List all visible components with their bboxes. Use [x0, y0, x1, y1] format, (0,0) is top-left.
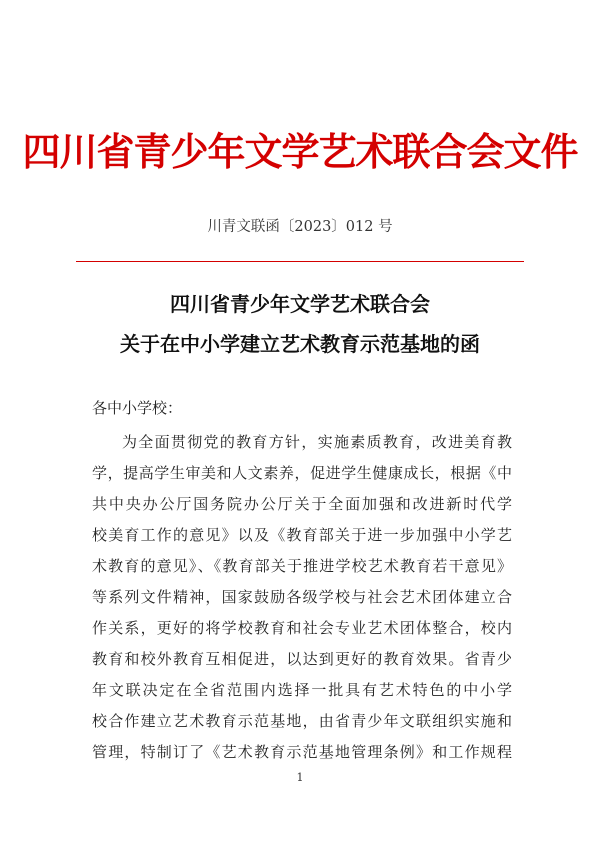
- salutation: 各中小学校：: [92, 399, 183, 417]
- body-line: 管理，特制订了《艺术教育示范基地管理条例》和工作规程: [92, 743, 512, 761]
- document-number: 川青文联函〔2023〕012 号: [207, 219, 393, 235]
- body-line: 年文联决定在全省范围内选择一批具有艺术特色的中小学: [92, 681, 512, 699]
- document-title-line-1: 四川省青少年文学艺术联合会: [170, 292, 430, 316]
- body-line: 等系列文件精神，国家鼓励各级学校与社会艺术团体建立合: [92, 588, 512, 606]
- body-line: 术教育的意见》、《教育部关于推进学校艺术教育若干意见》: [92, 557, 512, 575]
- body-line: 作关系，更好的将学校教育和社会专业艺术团体整合，校内: [92, 619, 512, 637]
- page-number: 1: [296, 771, 304, 784]
- body-line: 学，提高学生审美和人文素养，促进学生健康成长，根据《中: [92, 464, 512, 482]
- header-divider: [76, 261, 524, 262]
- body-line: 教育和校外教育互相促进，以达到更好的教育效果。省青少: [92, 650, 512, 668]
- body-line: 共中央办公厅国务院办公厅关于全面加强和改进新时代学: [92, 495, 512, 513]
- body-line: 校合作建立艺术教育示范基地，由省青少年文联组织实施和: [92, 712, 512, 730]
- body-line: 校美育工作的意见》以及《教育部关于进一步加强中小学艺: [92, 526, 512, 544]
- body-line: 为全面贯彻党的教育方针，实施素质教育，改进美育教: [122, 433, 512, 451]
- document-title-line-2: 关于在中小学建立艺术教育示范基地的函: [120, 332, 480, 356]
- org-header-title: 四川省青少年文学艺术联合会文件: [22, 129, 578, 174]
